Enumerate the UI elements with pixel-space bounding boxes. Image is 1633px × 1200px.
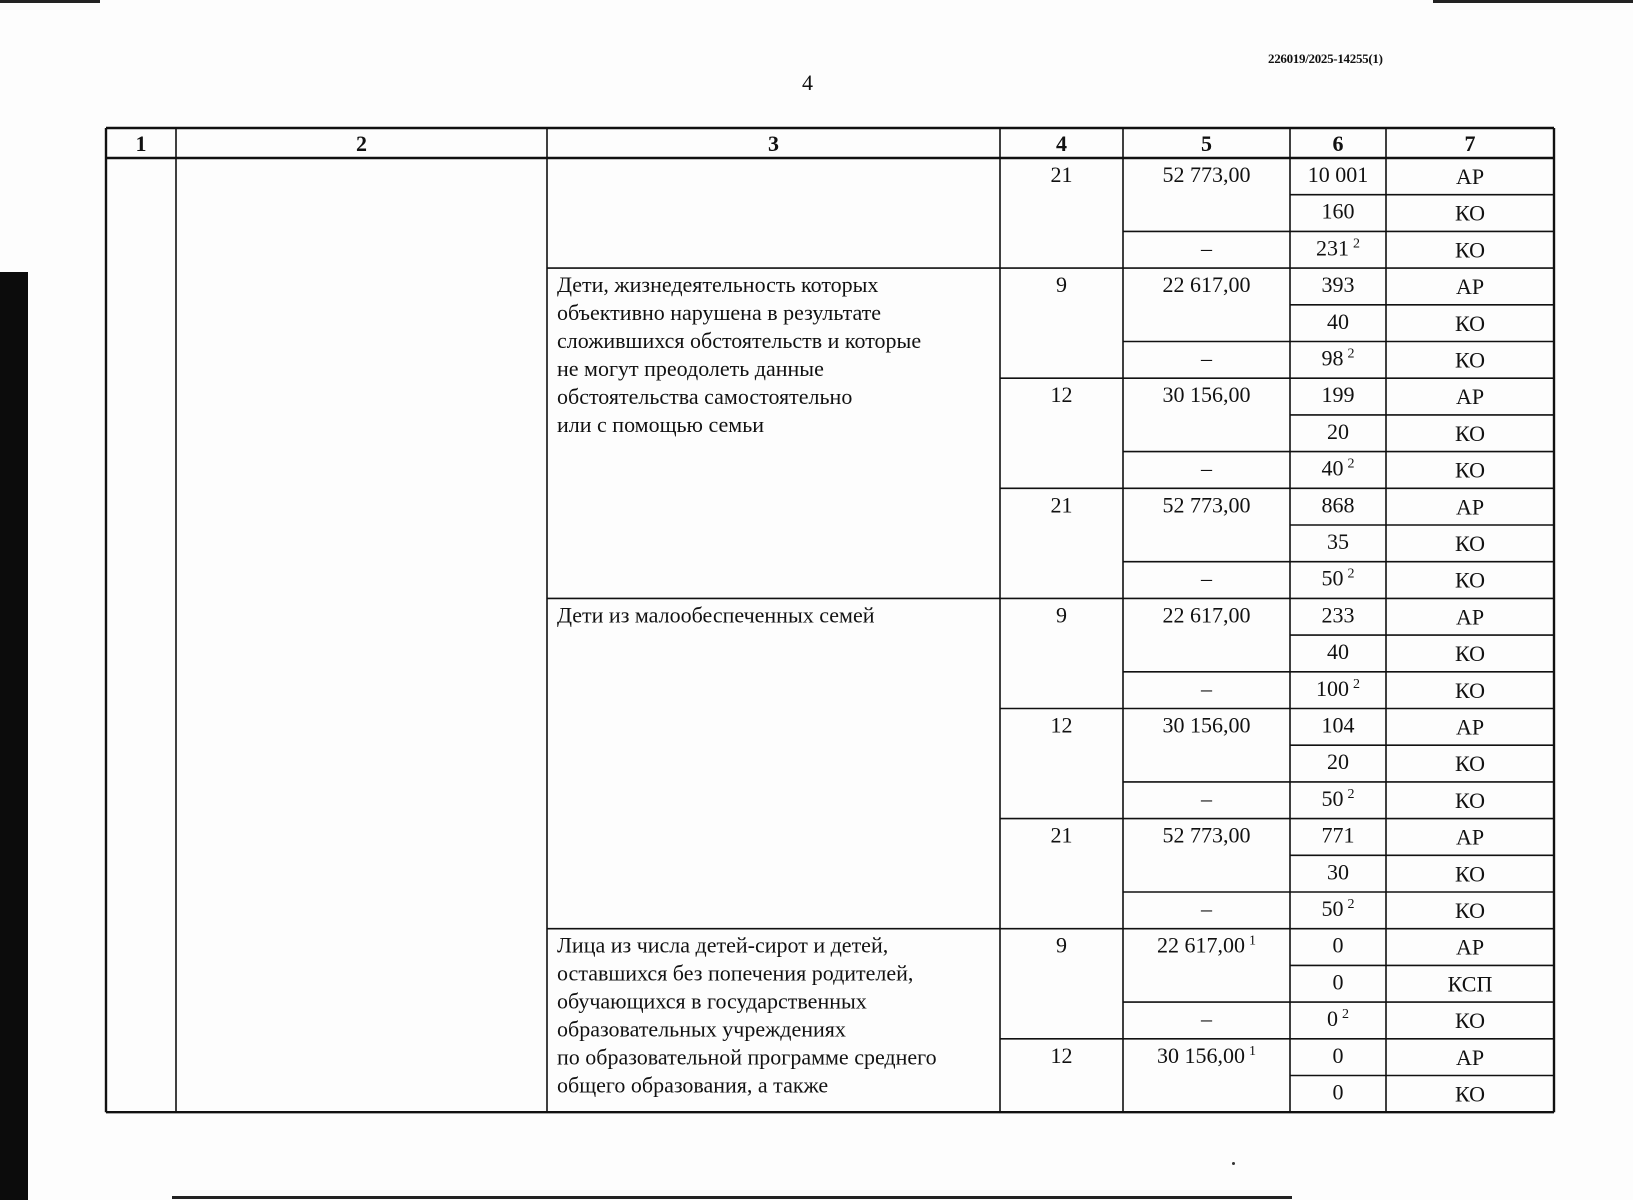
category-label-line: Лица из числа детей-сирот и детей,	[557, 932, 889, 958]
count-value: 231 $^2$	[1316, 235, 1360, 261]
amount-value: 52 773,00	[1162, 822, 1251, 848]
category-label-line: обучающихся в государственных	[557, 988, 867, 1014]
count-value: 35	[1327, 529, 1349, 554]
funding-code: АР	[1455, 824, 1485, 850]
count-value: 868	[1321, 492, 1355, 518]
amount-dash: –	[1201, 455, 1212, 481]
count-value: 771	[1321, 822, 1355, 848]
funding-code: АР	[1455, 164, 1485, 189]
count-value: 10 001	[1307, 162, 1369, 187]
funding-code: КО	[1454, 751, 1486, 777]
funding-code: АР	[1455, 274, 1485, 300]
count-value: 50 $^2$	[1321, 565, 1355, 591]
amount-value: 30 156,00	[1162, 382, 1251, 408]
count-value: 50 $^2$	[1321, 896, 1355, 921]
column-header: 2	[356, 131, 367, 156]
funding-code: КО	[1454, 347, 1486, 373]
count-value: 0 $^2$	[1327, 1006, 1349, 1032]
funding-code: КО	[1454, 677, 1486, 703]
funding-code: АР	[1455, 384, 1485, 410]
funding-code: КО	[1454, 237, 1486, 263]
category-label-line: обстоятельства самостоятельно	[557, 384, 853, 410]
funding-code: АР	[1455, 1044, 1485, 1070]
count-value: 0	[1332, 969, 1344, 995]
amount-value: 30 156,00	[1162, 712, 1251, 738]
category-label-line: Дети, жизнедеятельность которых	[557, 272, 879, 298]
funding-code: КО	[1454, 861, 1486, 887]
count-value: 199	[1321, 382, 1355, 408]
category-label-line: Дети из малообеспеченных семей	[557, 602, 875, 628]
funding-code: КО	[1454, 641, 1486, 667]
amount-dash: –	[1201, 345, 1212, 371]
count-value: 98 $^2$	[1321, 345, 1355, 371]
amount-dash: –	[1201, 1006, 1212, 1032]
funding-code: КСП	[1447, 971, 1493, 997]
category-label-line: объективно нарушена в результате	[557, 300, 882, 326]
funding-code: КО	[1454, 567, 1486, 593]
funding-code: КО	[1454, 898, 1486, 923]
count-value: 393	[1321, 272, 1355, 298]
months-value: 21	[1050, 492, 1073, 518]
count-value: 40	[1327, 639, 1349, 665]
funding-code: АР	[1455, 934, 1485, 960]
column-header: 1	[135, 131, 147, 156]
amount-value: 52 773,00	[1162, 492, 1251, 518]
months-value: 12	[1050, 712, 1073, 738]
count-value: 50 $^2$	[1321, 785, 1355, 811]
funding-code: АР	[1455, 714, 1485, 740]
count-value: 20	[1327, 749, 1349, 775]
months-value: 21	[1050, 162, 1073, 187]
amount-value: 22 617,00 $^1$	[1157, 932, 1256, 958]
months-value: 9	[1056, 602, 1067, 628]
count-value: 30	[1327, 859, 1349, 885]
category-label-line: или с помощью семьи	[557, 412, 765, 438]
count-value: 20	[1327, 418, 1349, 444]
amount-dash: –	[1201, 235, 1212, 261]
page-number: 4	[802, 70, 813, 95]
funding-code: КО	[1454, 457, 1486, 483]
column-header: 6	[1332, 131, 1344, 156]
months-value: 12	[1050, 1042, 1073, 1068]
months-value: 9	[1056, 932, 1067, 958]
months-value: 9	[1056, 272, 1067, 298]
count-value: 100 $^2$	[1316, 675, 1360, 701]
count-value: 0	[1332, 1079, 1344, 1105]
months-value: 12	[1050, 382, 1073, 408]
amount-dash: –	[1201, 675, 1212, 701]
count-value: 40	[1327, 308, 1349, 334]
amount-value: 22 617,00	[1162, 272, 1251, 298]
months-value: 21	[1050, 822, 1073, 848]
funding-code: АР	[1455, 494, 1485, 520]
column-header: 4	[1056, 131, 1067, 156]
amount-dash: –	[1201, 896, 1212, 921]
funding-code: КО	[1454, 531, 1486, 556]
document-number: 226019/2025-14255(1)	[1268, 51, 1383, 66]
funding-code: КО	[1454, 310, 1486, 336]
category-label-line: по образовательной программе среднего	[557, 1044, 937, 1070]
column-header: 7	[1464, 131, 1476, 156]
column-header: 5	[1201, 131, 1212, 156]
funding-code: АР	[1455, 604, 1485, 630]
funding-code: КО	[1454, 787, 1486, 813]
category-label-line: не могут преодолеть данные	[557, 356, 824, 382]
amount-value: 52 773,00	[1162, 162, 1251, 187]
funding-code: КО	[1454, 1008, 1486, 1034]
funding-code: КО	[1454, 1081, 1486, 1107]
category-label-line: сложившихся обстоятельств и которые	[557, 328, 922, 354]
category-label-line: образовательных учреждениях	[557, 1016, 846, 1042]
funding-code: КО	[1454, 200, 1486, 226]
amount-dash: –	[1201, 565, 1212, 591]
amount-value: 22 617,00	[1162, 602, 1251, 628]
funding-code: КО	[1454, 420, 1486, 446]
amount-dash: –	[1201, 785, 1212, 811]
count-value: 40 $^2$	[1321, 455, 1355, 481]
count-value: 233	[1321, 602, 1355, 628]
amount-value: 30 156,00 $^1$	[1157, 1042, 1256, 1068]
count-value: 160	[1321, 198, 1355, 224]
count-value: 0	[1332, 932, 1344, 958]
count-value: 104	[1321, 712, 1355, 738]
category-label-line: оставшихся без попечения родителей,	[557, 960, 914, 986]
category-label-line: общего образования, а также	[557, 1072, 829, 1098]
count-value: 0	[1332, 1042, 1344, 1068]
column-header: 3	[768, 131, 779, 156]
